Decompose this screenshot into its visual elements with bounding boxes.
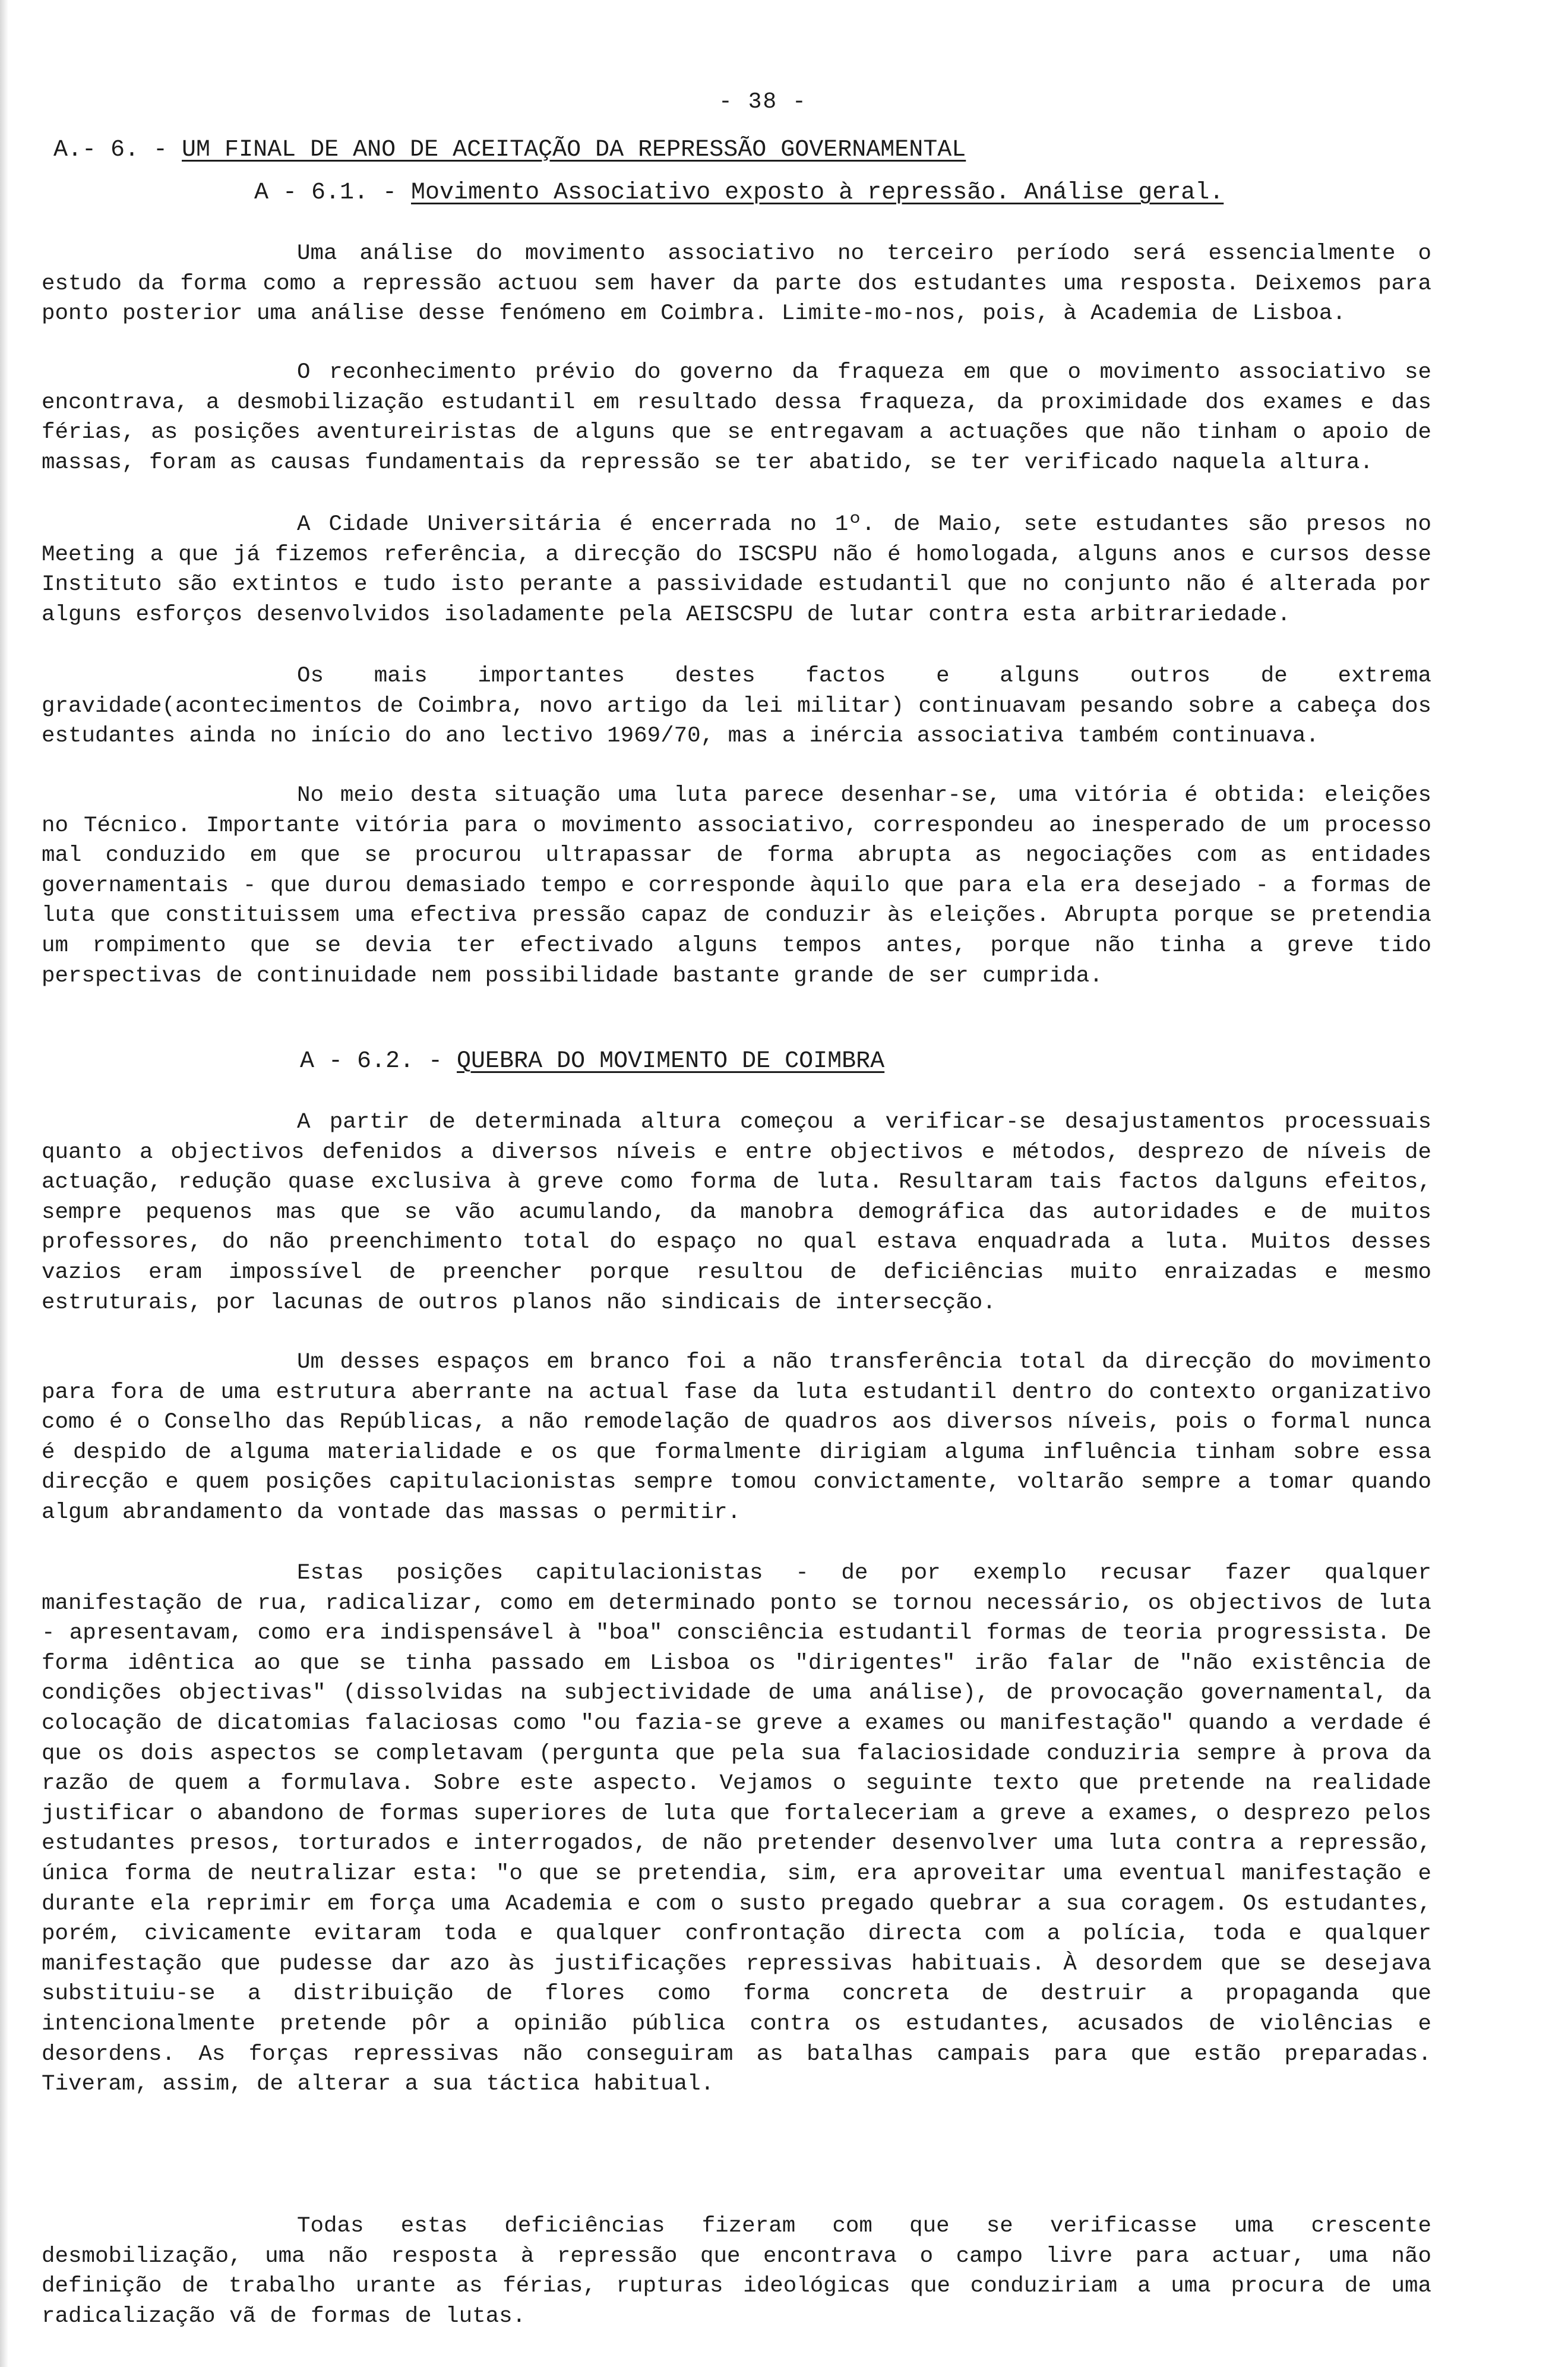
section-a6-prefix: A.- 6. -: [53, 137, 182, 163]
section-a6-2-title: QUEBRA DO MOVIMENTO DE COIMBRA: [457, 1048, 885, 1075]
section-a6-1-prefix: A - 6.1. -: [254, 179, 412, 206]
paragraph-1: Uma análise do movimento associativo no terceiro período será essencialmente o estudo da forma como a repressão actuou sem haver da parte dos estudantes uma resposta. Deixemos para ponto posterior uma análise desse fenómeno em Coimbra. Limite-mo-nos, pois, à Academia de Lisboa.: [42, 241, 1431, 327]
section-a6-title: UM FINAL DE ANO DE ACEITAÇÃO DA REPRESSÃO GOVERNAMENTAL: [182, 137, 966, 163]
paragraph-4: Os mais importantes destes factos e alguns outros de extrema gravidade(acontecimentos de Coimbra, novo artigo da lei militar) continuavam pesando sobre a cabeça dos estudantes ainda no início do ano lectivo 1969/70, mas a inércia associativa também continuava.: [42, 664, 1431, 749]
section-a6-1-title: Movimento Associativo exposto à repressão. Análise geral.: [411, 179, 1224, 206]
paragraph-6: A partir de determinada altura começou a verificar-se desajustamentos processuais quanto a objectivos defenidos a diversos níveis e entre objectivos e métodos, desprezo de níveis de actuação, redução quase exclusiva à greve como forma de luta. Resultaram tais factos dalguns efeitos, sempre pequenos mas que se vão acumulando, da manobra demográfica das autoridades e de muitos professores, do não preenchimento total do espaço no qual estava enquadrada a luta. Muitos desses vazios eram impossível de preencher porque resultou de deficiências muito enraizadas e mesmo estruturais, por lacunas de outros planos não sindicais de intersecção.: [42, 1110, 1431, 1315]
page-number: - 38 -: [719, 89, 807, 115]
section-heading-a6-2: [300, 1047, 884, 1077]
paragraph-2: O reconhecimento prévio do governo da fraqueza em que o movimento associativo se encontrava, a desmobilização estudantil em resultado dessa fraqueza, da proximidade dos exames e das férias, as posições aventureiristas de alguns que se entregavam a actuações que não tinham o apoio de massas, foram as causas fundamentais da repressão se ter abatido, se ter verificado naquela altura.: [42, 360, 1431, 475]
paragraph-5: No meio desta situação uma luta parece desenhar-se, uma vitória é obtida: eleições no Técnico. Importante vitória para o movimento associativo, correspondeu ao inesperado de um processo mal conduzido em que se procurou ultrapassar de forma abrupta as negociações com as entidades governamentais - que durou demasiado tempo e corresponde àquilo que para ela era desejado - a formas de luta que constituissem uma efectiva pressão capaz de conduzir às eleições. Abrupta porque se pretendia um rompimento que se devia ter efectivado alguns tempos antes, porque não tinha a greve tido perspectivas de continuidade nem possibilidade bastante grande de ser cumprida.: [42, 783, 1431, 989]
paragraph-8: Estas posições capitulacionistas - de por exemplo recusar fazer qualquer manifestação de rua, radicalizar, como em determinado ponto se tornou necessário, os objectivos de luta - apresentavam, como era indispensável à "boa" consciência estudantil formas de teoria progressista. De forma idêntica ao que se tinha passado em Lisboa os "dirigentes" irão falar de "não existência de condições objectivas" (dissolvidas na subjectividade de uma análise), de provocação governamental, da colocação de dicatomias falaciosas como "ou fazia-se greve a exames ou manifestação" quando a verdade é que os dois aspectos se completavam (pergunta que pela sua falaciosidade conduziria sempre à prova da razão de quem a formulava. Sobre este aspecto. Vejamos o seguinte texto que pretende na realidade justificar o abandono de formas superiores de luta que fortaleceriam a greve a exames, o desprezo pelos estudantes presos, torturados e interrogados, de não pretender desenvolver uma luta contra a repressão, única forma de neutralizar esta: "o que se pretendia, sim, era aproveitar uma eventual manifestação e durante ela reprimir em força uma Academia e com o susto pregado quebrar a sua coragem. Os estudantes, porém, civicamente evitaram toda e qualquer confrontação directa com a polícia, toda e qualquer manifestação que pudesse dar azo às justificações repressivas habituais. À desordem que se desejava substituiu-se a distribuição de flores como forma concreta de destruir a propaganda que intencionalmente pretende pôr a opinião pública contra os estudantes, acusados de violências e desordens. As forças repressivas não conseguiram as batalhas campais para que estão preparadas. Tiveram, assim, de alterar a sua táctica habitual.: [42, 1561, 1431, 2097]
section-heading-a6-1: [254, 178, 1224, 208]
section-a6-2-prefix: A - 6.2. -: [300, 1048, 457, 1075]
paragraph-7: Um desses espaços em branco foi a não transferência total da direcção do movimento para fora de uma estrutura aberrante na actual fase da luta estudantil dentro do contexto organizativo como é o Conselho das Repúblicas, a não remodelação de quadros aos diversos níveis, pois o formal nunca é despido de alguma materialidade e os que formalmente dirigiam alguma influência tinham sobre essa direcção e quem posições capitulacionistas sempre tomou convictamente, voltarão sempre a tomar quando algum abrandamento da vontade das massas o permitir.: [42, 1350, 1431, 1525]
scan-edge-shadow: [0, 0, 8, 2367]
paragraph-3: A Cidade Universitária é encerrada no 1º. de Maio, sete estudantes são presos no Meeting a que já fizemos referência, a direcção do ISCSPU não é homologada, alguns anos e cursos desse Instituto são extintos e tudo isto perante a passividade estudantil que no conjunto não é alterada por alguns esforços desenvolvidos isoladamente pela AEISCSPU de lutar contra esta arbitrariedade.: [42, 512, 1431, 627]
paragraph-9: Todas estas deficiências fizeram com que se verificasse uma crescente desmobilização, uma não resposta à repressão que encontrava o campo livre para actuar, uma não definição de trabalho urante as férias, rupturas ideológicas que conduziriam a uma procura de uma radicalização vã de formas de lutas.: [42, 2214, 1431, 2329]
section-heading-a6: [53, 135, 966, 165]
